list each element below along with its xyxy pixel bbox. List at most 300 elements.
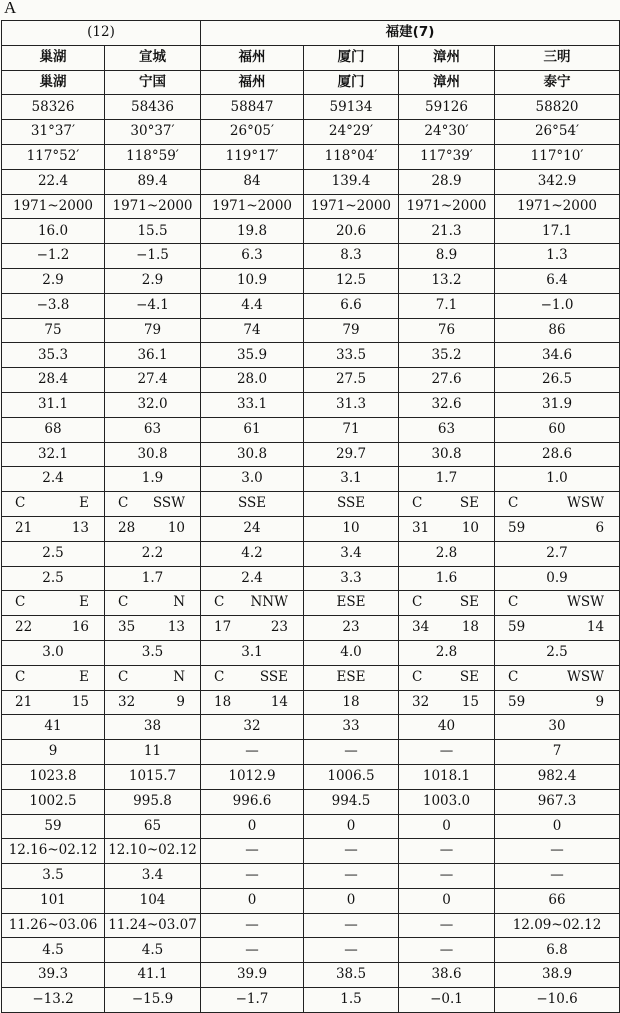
group-label-fujian: 福建(7): [201, 21, 620, 46]
cell-value-right: N: [173, 668, 185, 685]
table-row: [2, 492, 620, 517]
cell-value-left: C: [15, 495, 26, 512]
table-cell: 4.0: [304, 640, 399, 665]
table-cell: −0.1: [399, 988, 495, 1013]
cell-value-left: C: [412, 495, 423, 512]
table-cell: 20.6: [304, 219, 399, 244]
table-cell: 29.7: [304, 442, 399, 467]
table-cell: —: [201, 864, 304, 889]
table-cell: 6.6: [304, 293, 399, 318]
station-cell: 厦门: [304, 70, 399, 95]
cell-value-right: E: [79, 668, 89, 685]
table-cell: 17.1: [495, 219, 620, 244]
cell-value-right: 23: [270, 619, 288, 636]
table-cell: 4.5: [2, 938, 105, 963]
table-cell: 32.6: [399, 392, 495, 417]
table-cell: 30.8: [399, 442, 495, 467]
table-cell: 0: [201, 814, 304, 839]
table-cell: 24: [201, 516, 304, 541]
cell-value-left: C: [508, 495, 519, 512]
table-cell: 23: [304, 616, 399, 641]
table-cell: 2.4: [201, 566, 304, 591]
table-cell: 58436: [105, 95, 201, 120]
table-cell: −4.1: [105, 293, 201, 318]
table-cell: [2, 591, 105, 616]
table-cell: 0: [201, 888, 304, 913]
table-cell: 79: [304, 318, 399, 343]
table-cell: 68: [2, 417, 105, 442]
cell-value-right: SE: [459, 594, 479, 611]
table-cell: 1006.5: [304, 764, 399, 789]
table-cell: 3.5: [105, 640, 201, 665]
table-cell: 0: [399, 888, 495, 913]
table-cell: 117°10′: [495, 144, 620, 169]
region-cell: 漳州: [399, 45, 495, 70]
table-cell: [399, 516, 495, 541]
table-cell: —: [399, 938, 495, 963]
region-header-row: [2, 45, 620, 70]
table-cell: 39.9: [201, 963, 304, 988]
cell-value-right: 14: [586, 619, 605, 636]
cell-value-right: 10: [461, 520, 479, 537]
table-row: [2, 144, 620, 169]
table-row: [2, 194, 620, 219]
table-cell: 28.9: [399, 169, 495, 194]
table-cell: SSE: [304, 492, 399, 517]
table-cell: 2.8: [399, 640, 495, 665]
table-cell: 1971~2000: [105, 194, 201, 219]
cell-value-left: 18: [214, 693, 232, 710]
cell-value-right: WSW: [567, 594, 605, 611]
table-row: [2, 665, 620, 690]
table-cell: [2, 665, 105, 690]
table-cell: 19.8: [201, 219, 304, 244]
region-cell: 三明: [495, 45, 620, 70]
table-cell: 38.5: [304, 963, 399, 988]
table-cell: 1.7: [105, 566, 201, 591]
cell-value-left: 22: [15, 619, 33, 636]
table-cell: 59: [2, 814, 105, 839]
corner-letter: A: [4, 0, 17, 17]
table-cell: 65: [105, 814, 201, 839]
cell-value-left: 35: [118, 619, 136, 636]
table-cell: —: [495, 839, 620, 864]
table-cell: —: [304, 839, 399, 864]
region-cell: 福州: [201, 45, 304, 70]
table-cell: —: [495, 864, 620, 889]
cell-value-right: NNW: [250, 594, 288, 611]
table-cell: 1003.0: [399, 789, 495, 814]
table-cell: 3.4: [105, 864, 201, 889]
table-cell: 16.0: [2, 219, 105, 244]
group-header-row: [2, 21, 620, 46]
cell-value-right: SE: [459, 495, 479, 512]
table-row: [2, 888, 620, 913]
table-cell: 32: [201, 715, 304, 740]
table-cell: 61: [201, 417, 304, 442]
table-cell: —: [304, 740, 399, 765]
table-cell: 3.4: [304, 541, 399, 566]
table-cell: —: [399, 839, 495, 864]
table-row: [2, 864, 620, 889]
table-cell: [201, 690, 304, 715]
table-cell: [105, 516, 201, 541]
table-row: [2, 839, 620, 864]
cell-value-right: SE: [459, 668, 479, 685]
table-row: [2, 95, 620, 120]
table-cell: 104: [105, 888, 201, 913]
table-row: [2, 467, 620, 492]
cell-value-right: 15: [71, 693, 89, 710]
cell-value-right: 14: [270, 693, 288, 710]
region-cell: 宣城: [105, 45, 201, 70]
table-cell: 41: [2, 715, 105, 740]
table-cell: 1012.9: [201, 764, 304, 789]
table-cell: 3.3: [304, 566, 399, 591]
table-cell: 117°39′: [399, 144, 495, 169]
table-cell: [399, 591, 495, 616]
table-cell: 1971~2000: [495, 194, 620, 219]
table-cell: 995.8: [105, 789, 201, 814]
table-cell: 3.0: [2, 640, 105, 665]
climate-data-table: [1, 20, 620, 1013]
table-cell: [2, 516, 105, 541]
table-cell: 8.3: [304, 244, 399, 269]
table-row: [2, 913, 620, 938]
cell-value-left: 32: [118, 693, 136, 710]
table-cell: 1971~2000: [201, 194, 304, 219]
table-row: [2, 591, 620, 616]
cell-value-left: 59: [508, 619, 526, 636]
cell-value-left: 32: [412, 693, 430, 710]
table-cell: 967.3: [495, 789, 620, 814]
table-cell: 28.0: [201, 368, 304, 393]
table-cell: 8.9: [399, 244, 495, 269]
table-cell: —: [201, 913, 304, 938]
table-cell: 6.8: [495, 938, 620, 963]
table-cell: 26.5: [495, 368, 620, 393]
table-cell: [2, 690, 105, 715]
table-cell: −3.8: [2, 293, 105, 318]
cell-value-left: C: [508, 594, 519, 611]
table-row: [2, 715, 620, 740]
table-cell: [495, 492, 620, 517]
table-cell: [495, 616, 620, 641]
table-row: [2, 988, 620, 1013]
cell-value-left: C: [214, 668, 225, 685]
table-cell: −1.7: [201, 988, 304, 1013]
table-cell: 7: [495, 740, 620, 765]
table-cell: 12.10~02.12: [105, 839, 201, 864]
table-cell: —: [304, 938, 399, 963]
table-cell: [201, 616, 304, 641]
table-cell: 3.1: [304, 467, 399, 492]
table-cell: [399, 492, 495, 517]
table-row: [2, 616, 620, 641]
table-cell: 24°30′: [399, 120, 495, 145]
table-cell: 30.8: [201, 442, 304, 467]
cell-value-right: 6: [595, 520, 605, 537]
table-cell: 2.5: [2, 541, 105, 566]
table-row: [2, 566, 620, 591]
table-cell: 79: [105, 318, 201, 343]
table-cell: 60: [495, 417, 620, 442]
cell-value-left: 21: [15, 693, 33, 710]
table-cell: 38.6: [399, 963, 495, 988]
table-cell: —: [304, 913, 399, 938]
table-cell: 27.5: [304, 368, 399, 393]
table-row: [2, 343, 620, 368]
table-cell: 31.1: [2, 392, 105, 417]
table-row: [2, 640, 620, 665]
station-cell: 宁国: [105, 70, 201, 95]
table-cell: 31.3: [304, 392, 399, 417]
station-cell: 巢湖: [2, 70, 105, 95]
table-cell: 0: [495, 814, 620, 839]
table-cell: [105, 492, 201, 517]
cell-value-right: 9: [595, 693, 605, 710]
cell-value-left: 28: [118, 520, 136, 537]
table-cell: —: [304, 864, 399, 889]
table-cell: [495, 516, 620, 541]
cell-value-right: WSW: [567, 668, 605, 685]
table-cell: —: [399, 740, 495, 765]
table-cell: [201, 665, 304, 690]
table-cell: 59126: [399, 95, 495, 120]
table-cell: 1.5: [304, 988, 399, 1013]
cell-value-right: 16: [71, 619, 89, 636]
table-row: [2, 442, 620, 467]
table-cell: 342.9: [495, 169, 620, 194]
table-cell: 11.24~03.07: [105, 913, 201, 938]
table-cell: 1.3: [495, 244, 620, 269]
table-cell: [495, 591, 620, 616]
table-cell: [201, 591, 304, 616]
table-cell: [2, 616, 105, 641]
table-cell: [105, 591, 201, 616]
table-cell: 33.1: [201, 392, 304, 417]
table-row: [2, 690, 620, 715]
table-cell: 27.6: [399, 368, 495, 393]
table-cell: [105, 665, 201, 690]
table-cell: −1.2: [2, 244, 105, 269]
table-cell: 18: [304, 690, 399, 715]
table-cell: SSE: [201, 492, 304, 517]
table-cell: 1023.8: [2, 764, 105, 789]
table-cell: 3.5: [2, 864, 105, 889]
table-row: [2, 417, 620, 442]
table-cell: 28.6: [495, 442, 620, 467]
table-cell: 1.6: [399, 566, 495, 591]
cell-value-left: C: [15, 594, 26, 611]
table-cell: 58326: [2, 95, 105, 120]
table-row: [2, 516, 620, 541]
table-cell: [105, 616, 201, 641]
table-cell: 58847: [201, 95, 304, 120]
cell-value-left: C: [118, 594, 129, 611]
table-cell: −13.2: [2, 988, 105, 1013]
table-cell: −10.6: [495, 988, 620, 1013]
table-cell: 2.7: [495, 541, 620, 566]
table-cell: 2.2: [105, 541, 201, 566]
table-cell: 7.1: [399, 293, 495, 318]
cell-value-right: 10: [167, 520, 185, 537]
table-cell: —: [201, 740, 304, 765]
table-cell: 28.4: [2, 368, 105, 393]
table-cell: [495, 665, 620, 690]
table-cell: 0.9: [495, 566, 620, 591]
table-cell: 9: [2, 740, 105, 765]
table-cell: 118°59′: [105, 144, 201, 169]
table-cell: 101: [2, 888, 105, 913]
table-cell: 31°37′: [2, 120, 105, 145]
table-cell: 12.09~02.12: [495, 913, 620, 938]
table-cell: −1.5: [105, 244, 201, 269]
table-cell: 1018.1: [399, 764, 495, 789]
table-cell: 33.5: [304, 343, 399, 368]
cell-value-left: C: [412, 668, 423, 685]
table-cell: 35.3: [2, 343, 105, 368]
table-cell: [495, 690, 620, 715]
table-cell: −15.9: [105, 988, 201, 1013]
table-cell: 86: [495, 318, 620, 343]
table-cell: 34.6: [495, 343, 620, 368]
cell-value-right: 15: [461, 693, 479, 710]
group-label-left: (12): [2, 21, 201, 46]
station-cell: 泰宁: [495, 70, 620, 95]
table-cell: 74: [201, 318, 304, 343]
table-cell: ESE: [304, 591, 399, 616]
cell-value-left: 31: [412, 520, 430, 537]
table-cell: —: [399, 913, 495, 938]
table-cell: 1971~2000: [399, 194, 495, 219]
table-cell: 2.5: [2, 566, 105, 591]
table-cell: 2.4: [2, 467, 105, 492]
cell-value-right: 18: [461, 619, 479, 636]
cell-value-left: C: [508, 668, 519, 685]
table-cell: 84: [201, 169, 304, 194]
cell-value-left: C: [412, 594, 423, 611]
table-cell: [2, 492, 105, 517]
table-cell: 30: [495, 715, 620, 740]
table-cell: 4.4: [201, 293, 304, 318]
table-cell: 58820: [495, 95, 620, 120]
table-cell: [399, 616, 495, 641]
table-row: [2, 169, 620, 194]
cell-value-right: SSW: [152, 495, 185, 512]
table-cell: 66: [495, 888, 620, 913]
cell-value-right: 9: [176, 693, 185, 710]
cell-value-right: E: [79, 495, 89, 512]
table-cell: 4.5: [105, 938, 201, 963]
table-row: [2, 244, 620, 269]
table-cell: 26°05′: [201, 120, 304, 145]
table-row: [2, 541, 620, 566]
table-cell: 994.5: [304, 789, 399, 814]
table-cell: 30.8: [105, 442, 201, 467]
table-row: [2, 293, 620, 318]
cell-value-right: WSW: [567, 495, 605, 512]
table-row: [2, 318, 620, 343]
table-cell: 35.9: [201, 343, 304, 368]
table-cell: 139.4: [304, 169, 399, 194]
table-cell: 13.2: [399, 268, 495, 293]
table-cell: —: [201, 839, 304, 864]
cell-value-left: 59: [508, 693, 526, 710]
table-cell: 1015.7: [105, 764, 201, 789]
cell-value-left: C: [118, 495, 129, 512]
table-cell: 6.4: [495, 268, 620, 293]
table-cell: 30°37′: [105, 120, 201, 145]
table-cell: 1002.5: [2, 789, 105, 814]
cell-value-left: 21: [15, 520, 33, 537]
table-cell: 35.2: [399, 343, 495, 368]
table-row: [2, 789, 620, 814]
cell-value-right: 13: [167, 619, 185, 636]
table-row: [2, 814, 620, 839]
table-cell: 10: [304, 516, 399, 541]
table-cell: 982.4: [495, 764, 620, 789]
table-cell: 2.9: [105, 268, 201, 293]
cell-value-left: C: [214, 594, 225, 611]
table-cell: 12.5: [304, 268, 399, 293]
table-cell: 117°52′: [2, 144, 105, 169]
table-cell: —: [399, 864, 495, 889]
cell-value-left: C: [118, 668, 129, 685]
table-cell: 63: [105, 417, 201, 442]
table-cell: 38: [105, 715, 201, 740]
table-cell: 27.4: [105, 368, 201, 393]
table-cell: 32.0: [105, 392, 201, 417]
table-cell: 21.3: [399, 219, 495, 244]
table-cell: 39.3: [2, 963, 105, 988]
table-cell: 33: [304, 715, 399, 740]
table-cell: 119°17′: [201, 144, 304, 169]
table-cell: 118°04′: [304, 144, 399, 169]
table-row: [2, 764, 620, 789]
cell-value-right: SSE: [259, 668, 288, 685]
table-cell: 41.1: [105, 963, 201, 988]
table-cell: 12.16~02.12: [2, 839, 105, 864]
cell-value-right: 13: [71, 520, 89, 537]
table-cell: 15.5: [105, 219, 201, 244]
table-cell: 2.5: [495, 640, 620, 665]
table-cell: 22.4: [2, 169, 105, 194]
table-cell: 11: [105, 740, 201, 765]
table-row: [2, 120, 620, 145]
table-cell: 6.3: [201, 244, 304, 269]
region-cell: 厦门: [304, 45, 399, 70]
table-cell: 10.9: [201, 268, 304, 293]
table-cell: 63: [399, 417, 495, 442]
table-cell: 89.4: [105, 169, 201, 194]
table-cell: 0: [304, 814, 399, 839]
table-cell: [105, 690, 201, 715]
table-cell: ESE: [304, 665, 399, 690]
cell-value-left: C: [15, 668, 26, 685]
table-cell: 1971~2000: [304, 194, 399, 219]
table-cell: [399, 690, 495, 715]
table-cell: 11.26~03.06: [2, 913, 105, 938]
table-cell: 0: [304, 888, 399, 913]
table-cell: 2.9: [2, 268, 105, 293]
table-cell: 2.8: [399, 541, 495, 566]
table-cell: 996.6: [201, 789, 304, 814]
station-header-row: [2, 70, 620, 95]
table-cell: 1.7: [399, 467, 495, 492]
table-row: [2, 268, 620, 293]
station-cell: 福州: [201, 70, 304, 95]
